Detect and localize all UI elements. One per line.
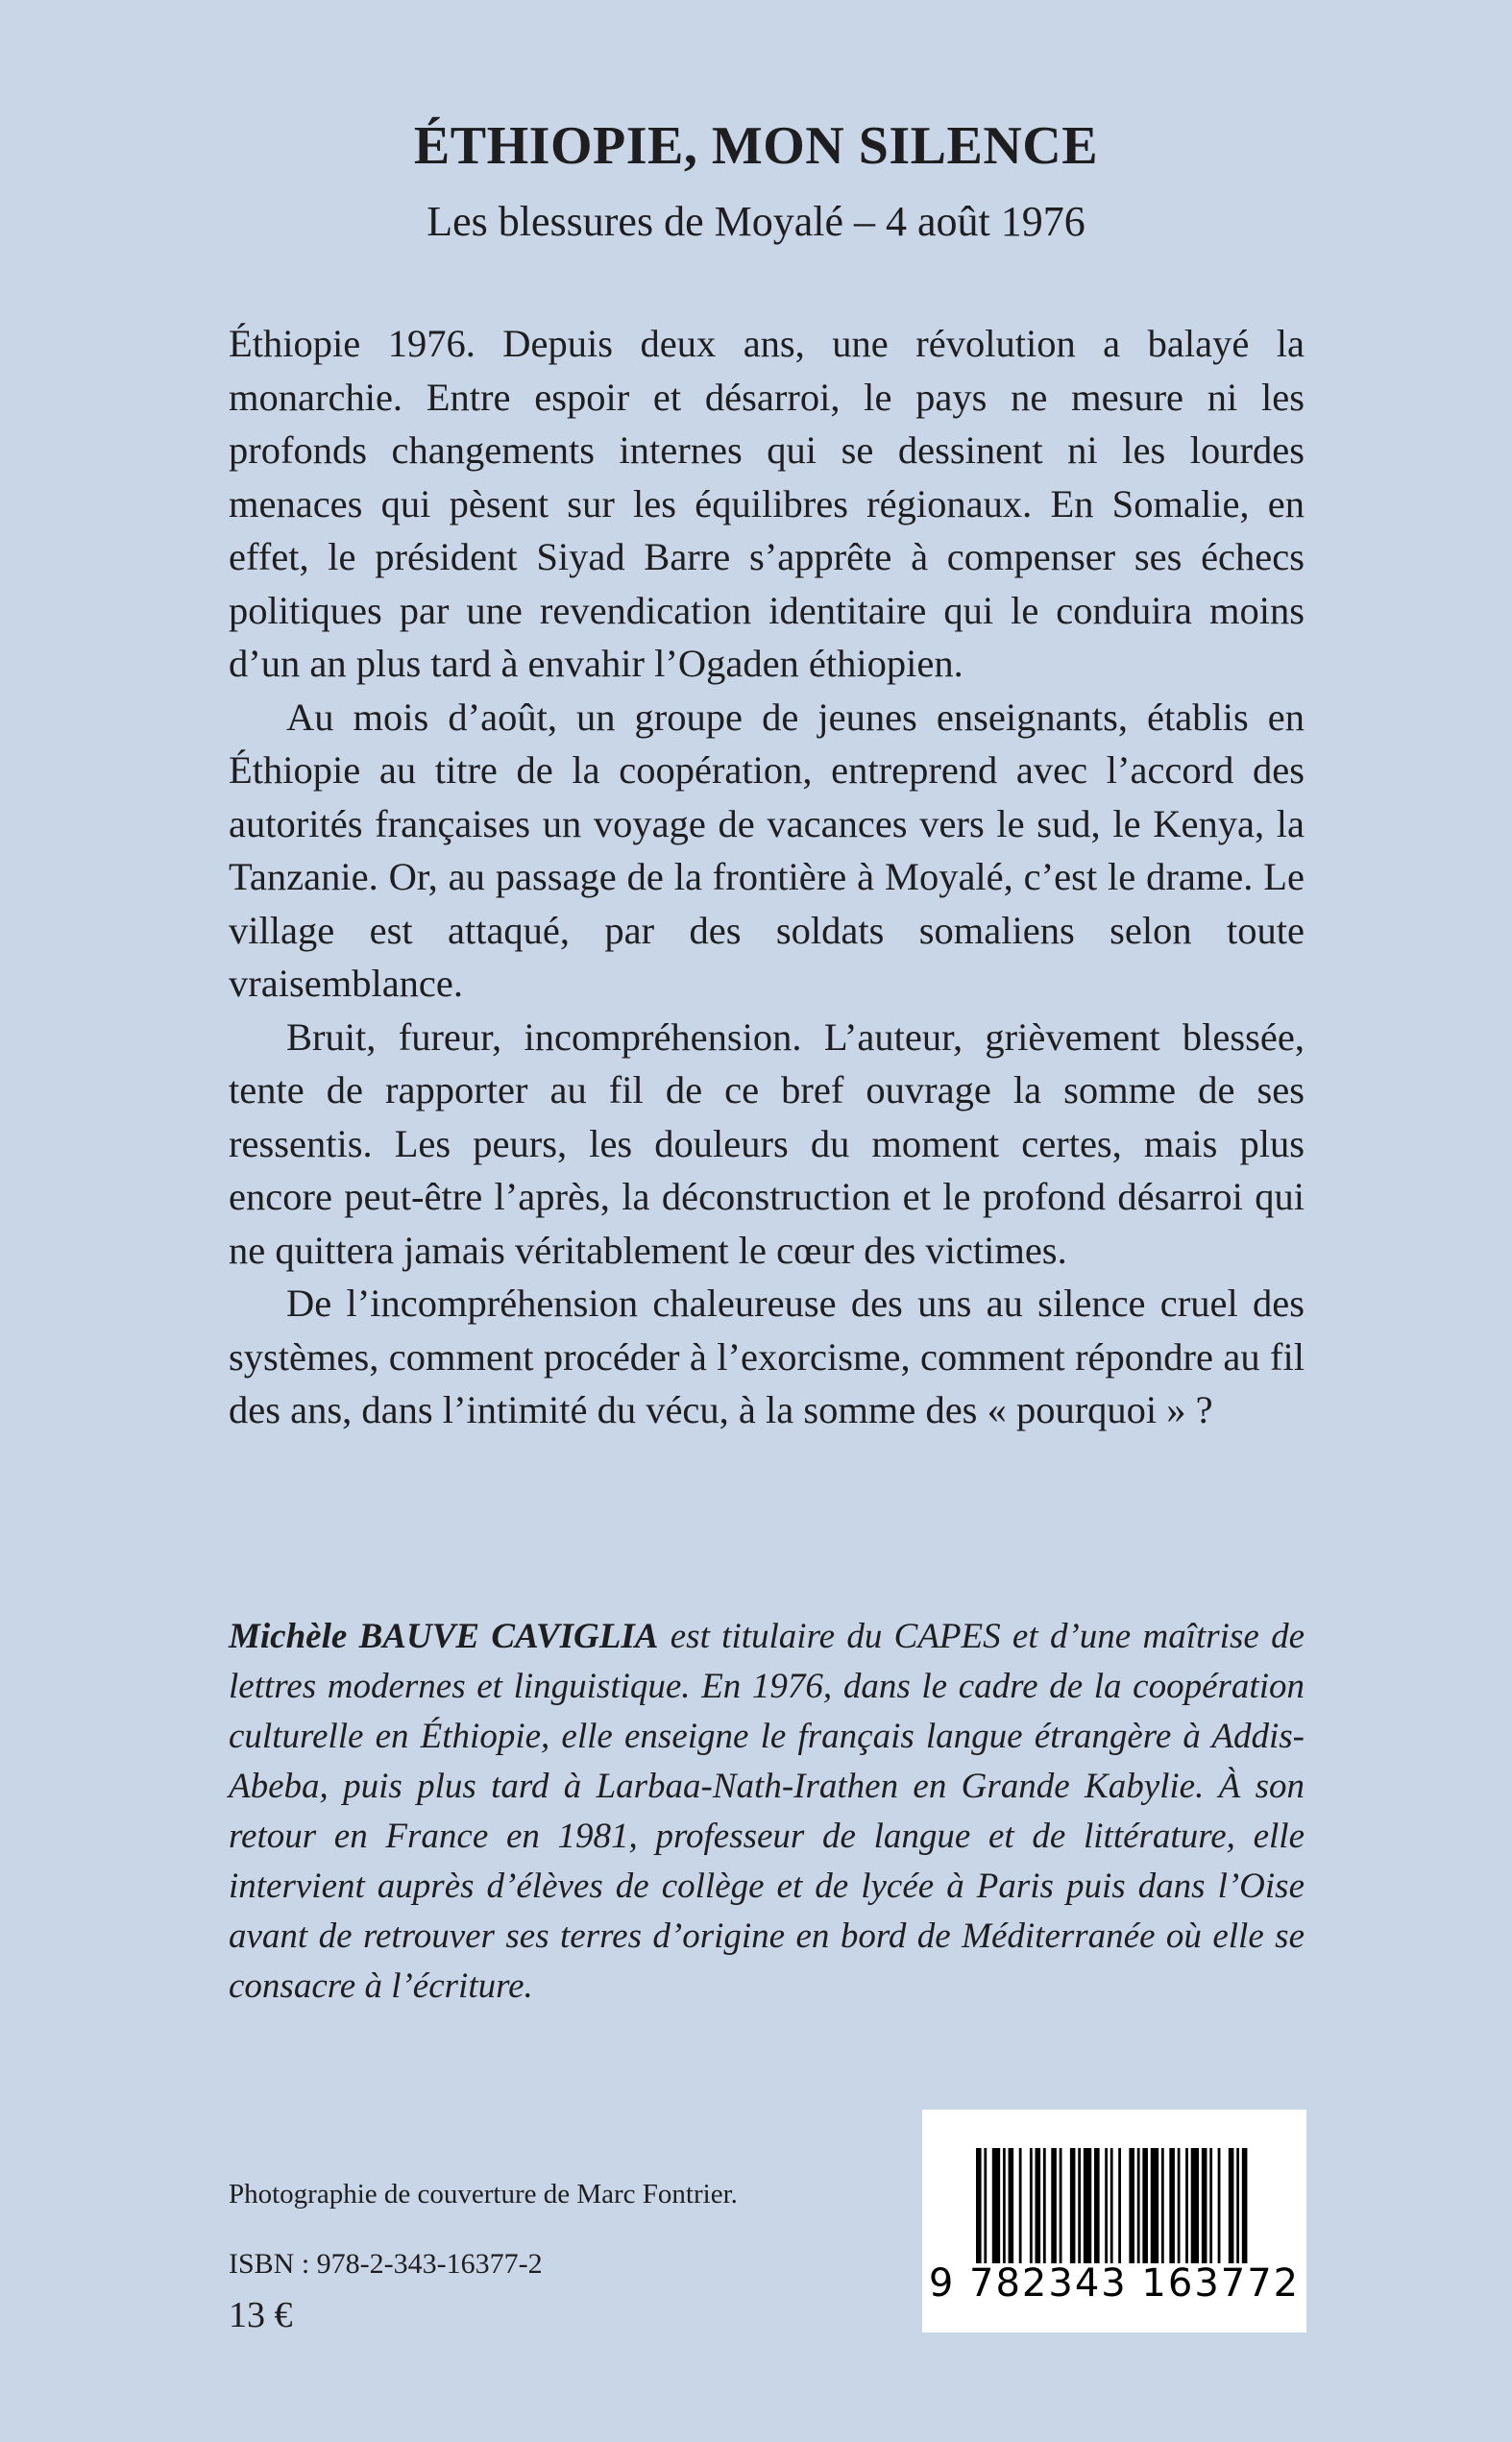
photo-credit: Photographie de couverture de Marc Fontrier.	[229, 2179, 738, 2210]
barcode-bar	[1078, 2148, 1081, 2263]
barcode-bar	[1051, 2148, 1057, 2263]
barcode-bar	[1036, 2148, 1041, 2263]
barcode-bar	[1043, 2148, 1046, 2263]
barcode-bar	[1169, 2148, 1175, 2263]
barcode-bars-icon	[976, 2148, 1253, 2263]
barcode-bar	[1185, 2148, 1188, 2263]
barcode-bar	[1118, 2148, 1121, 2263]
barcode-bar	[1202, 2148, 1207, 2263]
barcode-bar	[976, 2148, 982, 2263]
barcode-panel	[922, 2110, 1306, 2332]
summary-paragraph: Bruit, fureur, incompréhension. L’auteur, grièvement blessée, tente de rapporter au fil de ce bref ouvrage la somme de ses ressentis. Les peurs, les douleurs du moment certes, mais plus encore peut-être l’après, la déconstruction et le profond désarroi qui ne quittera jamais véritablement le cœur des victimes.	[229, 1014, 1305, 1272]
barcode-bar	[1009, 2148, 1014, 2263]
summary-paragraph: Éthiopie 1976. Depuis deux ans, une révolution a balayé la monarchie. Entre espoir et désarroi, le pays ne mesure ni les profonds changements internes qui se dessinent ni les lourdes menaces qui pèsent sur les équilibres régionaux. En Somalie, en effet, le président Siyad Barre s’apprête à compenser ses échecs politiques par une revendication identitaire qui le conduira moins d’un an plus tard à envahir l’Ogaden éthiopien.	[229, 322, 1305, 685]
barcode-bar	[1178, 2148, 1181, 2263]
book-subtitle: Les blessures de Moyalé – 4 août 1976	[427, 198, 1085, 245]
barcode-bar	[1003, 2148, 1006, 2263]
barcode-bar	[1110, 2148, 1113, 2263]
summary-paragraph: De l’incompréhension chaleureuse des uns au silence cruel des systèmes, comment procéder à l’exorcisme, comment répondre au fil des ans, dans l’intimité du vécu, à la somme des « pourquoi » ?	[229, 1282, 1305, 1431]
barcode-bar	[1105, 2148, 1108, 2263]
barcode-bar	[1229, 2148, 1234, 2263]
isbn: ISBN : 978-2-343-16377-2	[229, 2248, 543, 2280]
barcode-bar	[992, 2148, 1000, 2263]
barcode-bar	[1019, 2148, 1022, 2263]
summary-paragraph: Au mois d’août, un groupe de jeunes enseignants, établis en Éthiopie au titre de la coopération, entreprend avec l’accord des autorités françaises un voyage de vacances vers le sud, le Kenya, la Tanzanie. Or, au passage de la frontière à Moyalé, c’est le drame. Le village est attaqué, par des soldats somaliens selon toute vraisemblance.	[229, 695, 1305, 1005]
back-cover-summary	[229, 317, 1305, 1437]
barcode-bar	[1242, 2148, 1248, 2263]
book-title: ÉTHIOPIE, MON SILENCE	[413, 116, 1099, 176]
author-bio-text: est titulaire du CAPES et d’une maîtrise de lettres modernes et linguistique. En 1976, dans le cadre de la coopération culturelle en Éthiopie, elle enseigne le français langue étrangère à Addis-Abeba, puis plus tard à Larbaa-Nath-Irathen en Grande Kabylie. À son retour en France en 1981, professeur de langue et de littérature, elle intervient auprès d’élèves de collège et de lycée à Paris puis dans l’Oise avant de retrouver ses terres d’origine en bord de Méditerranée où elle se consacre à l’écriture.	[229, 1617, 1305, 2006]
barcode-bar	[1070, 2148, 1076, 2263]
barcode-bar	[1218, 2148, 1221, 2263]
barcode-bar	[1236, 2148, 1239, 2263]
barcode-bar	[984, 2148, 987, 2263]
author-name: Michèle BAUVE CAVIGLIA	[229, 1617, 659, 1656]
barcode-bar	[1209, 2148, 1212, 2263]
barcode-bar	[1161, 2148, 1164, 2263]
barcode-bar	[1191, 2148, 1199, 2263]
author-biography	[229, 1612, 1305, 2012]
barcode-bar	[1084, 2148, 1091, 2263]
barcode-bar	[1060, 2148, 1062, 2263]
barcode-bar	[1151, 2148, 1158, 2263]
barcode-bar	[1094, 2148, 1100, 2263]
barcode-bar	[1142, 2148, 1148, 2263]
barcode-bar	[1030, 2148, 1033, 2263]
price: 13 €	[229, 2295, 293, 2335]
barcode-bar	[1137, 2148, 1140, 2263]
barcode-bar	[1129, 2148, 1134, 2263]
barcode-number: 9 782343 163772	[928, 2261, 1301, 2306]
